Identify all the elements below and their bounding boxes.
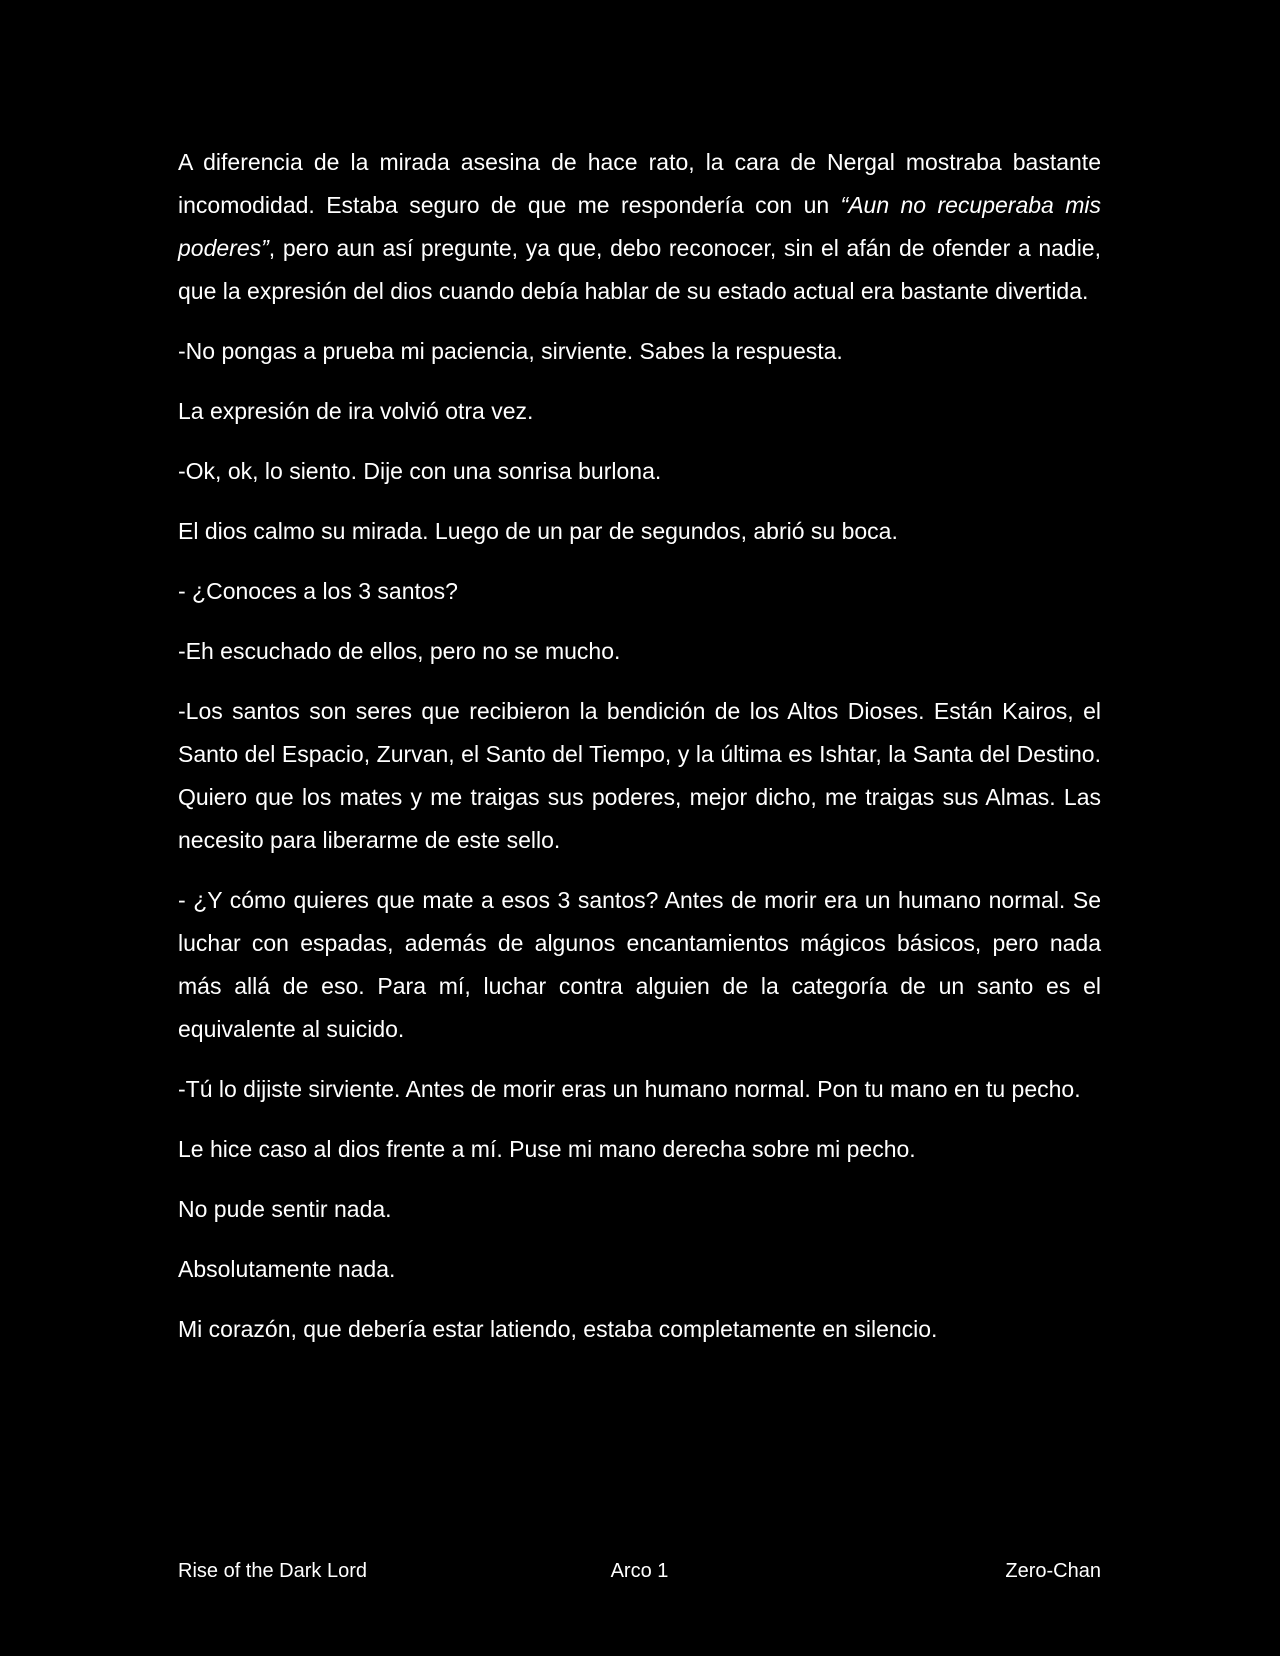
paragraph-6: - ¿Conoces a los 3 santos? [178, 578, 458, 604]
footer-arc: Arco 1 [610, 1560, 669, 1582]
paragraph-10: -Tú lo dijiste sirviente. Antes de morir eras un humano normal. Pon tu mano en tu pecho. [178, 1076, 1081, 1102]
paragraph-12: No pude sentir nada. [178, 1196, 392, 1222]
paragraph-4: -Ok, ok, lo siento. Dije con una sonrisa burlona. [178, 458, 662, 484]
footer-author: Zero-Chan [1005, 1560, 1101, 1582]
paragraph-11: Le hice caso al dios frente a mí. Puse mi mano derecha sobre mi pecho. [178, 1136, 916, 1162]
page-footer [178, 1556, 1101, 1586]
paragraph-13: Absolutamente nada. [178, 1256, 396, 1282]
paragraph-8: -Los santos son seres que recibieron la bendición de los Altos Dioses. Están Kairos, el Santo del Espacio, Zurvan, el Santo del Tiempo, y la última es Ishtar, la Santa del Destino. Quiero que los mates y me traigas sus poderes, mejor dicho, me traigas sus Almas. Las necesito para liberarme de este sello. [178, 698, 1101, 853]
footer-book-title: Rise of the Dark Lord [178, 1560, 367, 1582]
paragraph-2: -No pongas a prueba mi paciencia, sirviente. Sabes la respuesta. [178, 338, 843, 364]
paragraph-5: El dios calmo su mirada. Luego de un par de segundos, abrió su boca. [178, 518, 898, 544]
paragraph-1-text-a: A diferencia de la mirada asesina de hace rato, la cara de Nergal mostraba bastante incomodidad. Estaba seguro de que me respondería con un [178, 149, 1101, 218]
paragraph-3: La expresión de ira volvió otra vez. [178, 398, 534, 424]
paragraph-1 [178, 141, 1101, 313]
document-body [178, 141, 1101, 1368]
paragraph-1-text-c: , pero aun así pregunte, ya que, debo reconocer, sin el afán de ofender a nadie, que la expresión del dios cuando debía hablar de su estado actual era bastante divertida. [178, 235, 1101, 304]
paragraph-9: - ¿Y cómo quieres que mate a esos 3 santos? Antes de morir era un humano normal. Se luchar con espadas, además de algunos encantamientos mágicos básicos, pero nada más allá de eso. Para mí, luchar contra alguien de la categoría de un santo es el equivalente al suicido. [178, 887, 1101, 1042]
paragraph-7: -Eh escuchado de ellos, pero no se mucho. [178, 638, 621, 664]
paragraph-14: Mi corazón, que debería estar latiendo, estaba completamente en silencio. [178, 1316, 938, 1342]
paragraph-1-italic-quote: “Aun no recuperaba mis poderes” [178, 192, 1101, 261]
